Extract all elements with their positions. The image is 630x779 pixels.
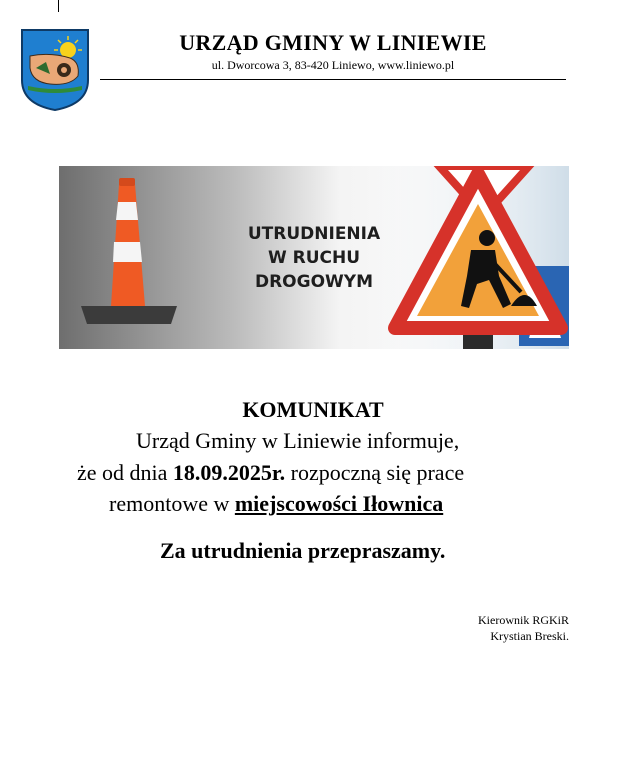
notice-location: miejscowości Iłownica [234, 491, 444, 516]
road-works-banner [59, 166, 569, 349]
signature-block [478, 612, 569, 644]
banner-caption [229, 222, 399, 294]
banner-line-3: DROGOWYM [254, 272, 374, 292]
signature-role: Kierownik RGKiR [478, 613, 569, 627]
notice-line-2 [77, 460, 464, 486]
header-divider [100, 79, 566, 80]
apology-text: Za utrudnienia przepraszamy. [160, 538, 446, 563]
banner-line-1: UTRUDNIENIA [247, 224, 381, 244]
notice-line-3-prefix: remontowe w [109, 491, 235, 516]
notice-line-2-prefix: że od dnia [77, 460, 173, 485]
organization-address: ul. Dworcowa 3, 83-420 Liniewo, www.liniewo.pl [211, 58, 455, 72]
notice-title-text: KOMUNIKAT [242, 397, 384, 422]
notice-title [0, 397, 630, 423]
notice-line-2-suffix: rozpoczną się prace [285, 460, 465, 485]
organization-title: URZĄD GMINY W LINIEWIE [179, 30, 487, 55]
notice-line-3 [109, 491, 443, 517]
coat-of-arms-logo [20, 28, 90, 112]
banner-line-2: W RUCHU [267, 248, 361, 268]
text-cursor [58, 0, 59, 12]
notice-date: 18.09.2025r. [172, 460, 286, 485]
notice-line-1: Urząd Gminy w Liniewie informuje, [136, 428, 460, 453]
signature-name: Krystian Breski. [490, 629, 569, 643]
